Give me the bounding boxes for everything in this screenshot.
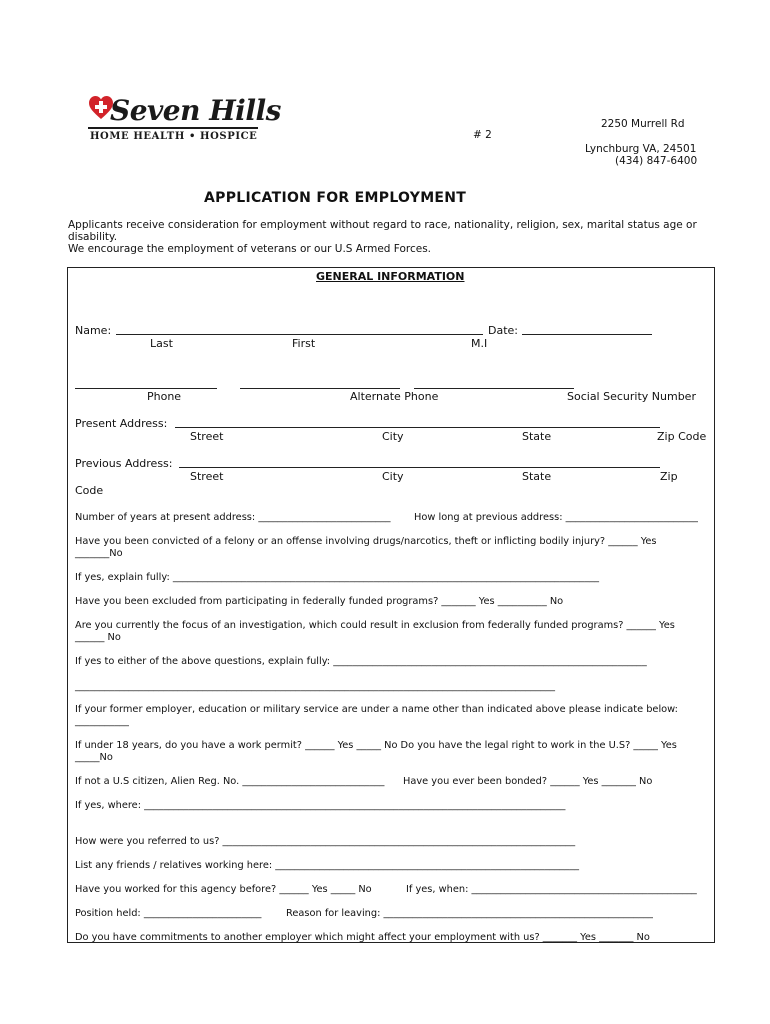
reason-leaving-field[interactable]: Reason for leaving: _______________________________________________________ xyxy=(286,908,653,919)
work-permit-question[interactable]: If under 18 years, do you have a work permit? ______ Yes _____ No Do you have the legal right to work in the U.S? _____ Yes xyxy=(75,740,677,751)
bonded-where-field[interactable]: If yes, where: ______________________________________________________________________________________ xyxy=(75,800,566,811)
previous-address-field[interactable] xyxy=(179,456,660,468)
previous-zip-label: Zip xyxy=(660,470,678,483)
section-heading: GENERAL INFORMATION xyxy=(316,270,465,283)
explain-either-field[interactable]: If yes to either of the above questions, explain fully: ________________________________________________________________ xyxy=(75,656,647,667)
logo-wordmark: Seven Hills xyxy=(110,94,281,127)
previous-state-label: State xyxy=(522,470,552,483)
intro-line-2: disability. xyxy=(68,231,118,243)
middle-initial-label: M.I xyxy=(471,337,488,350)
former-name-field[interactable]: ___________ xyxy=(75,716,129,727)
commitments-question[interactable]: Do you have commitments to another employer which might affect your employment with us? _______ Yes _______ No xyxy=(75,932,650,943)
investigation-question[interactable]: Are you currently the focus of an investigation, which could result in exclusion from federally funded programs? ______ Yes xyxy=(75,620,675,631)
present-address-field[interactable] xyxy=(175,416,660,428)
bonded-question[interactable]: Have you ever been bonded? ______ Yes _______ No xyxy=(403,776,653,787)
date-field[interactable] xyxy=(522,323,652,335)
present-address-label: Present Address: xyxy=(75,417,168,430)
phone-field[interactable] xyxy=(75,377,217,389)
legal-right-no[interactable]: _____No xyxy=(75,752,113,763)
how-long-question[interactable]: How long at previous address: ___________________________ xyxy=(414,512,698,523)
present-state-label: State xyxy=(522,430,552,443)
alien-reg-field[interactable]: If not a U.S citizen, Alien Reg. No. _____________________________ xyxy=(75,776,385,787)
felony-question[interactable]: Have you been convicted of a felony or an offense involving drugs/narcotics, theft or inflicting bodily injury? ______ Yes xyxy=(75,536,657,547)
phone-label: Phone xyxy=(147,390,182,403)
address-city: Lynchburg VA, 24501 xyxy=(585,143,697,155)
logo-rule xyxy=(88,127,258,129)
intro-line-3: We encourage the employment of veterans or our U.S Armed Forces. xyxy=(68,243,432,255)
ssn-field[interactable] xyxy=(414,377,574,389)
address-street: 2250 Murrell Rd xyxy=(601,118,685,130)
page-title: APPLICATION FOR EMPLOYMENT xyxy=(204,190,467,206)
logo-subtitle: HOME HEALTH • HOSPICE xyxy=(90,131,258,142)
explain-field[interactable]: If yes, explain fully: _______________________________________________________________________________________ xyxy=(75,572,600,583)
date-label: Date: xyxy=(488,324,518,337)
name-field[interactable] xyxy=(116,323,483,335)
company-logo xyxy=(88,94,281,146)
present-city-label: City xyxy=(382,430,404,443)
ssn-label: Social Security Number xyxy=(567,390,696,403)
alternate-phone-field[interactable] xyxy=(240,377,400,389)
position-held-field[interactable]: Position held: ________________________ xyxy=(75,908,262,919)
previous-code-label: Code xyxy=(75,484,104,497)
referred-field[interactable]: How were you referred to us? ________________________________________________________________________ xyxy=(75,836,576,847)
previous-address-label: Previous Address: xyxy=(75,457,173,470)
excluded-question[interactable]: Have you been excluded from participating in federally funded programs? _______ Yes __________ No xyxy=(75,596,564,607)
last-name-label: Last xyxy=(150,337,173,350)
investigation-question-no[interactable]: ______ No xyxy=(75,632,121,643)
worked-before-question[interactable]: Have you worked for this agency before? ______ Yes _____ No xyxy=(75,884,372,895)
name-label: Name: xyxy=(75,324,112,337)
worked-when-field[interactable]: If yes, when: ______________________________________________ xyxy=(406,884,697,895)
friends-field[interactable]: List any friends / relatives working here: ______________________________________________________________ xyxy=(75,860,579,871)
former-name-question: If your former employer, education or military service are under a name other than indicated above please indicate below: xyxy=(75,704,678,715)
previous-city-label: City xyxy=(382,470,404,483)
years-present-question[interactable]: Number of years at present address: ___________________________ xyxy=(75,512,391,523)
felony-question-no[interactable]: _______No xyxy=(75,548,123,559)
phone-number: (434) 847-6400 xyxy=(615,155,698,167)
present-zip-label: Zip Code xyxy=(657,430,707,443)
present-street-label: Street xyxy=(190,430,224,443)
form-number: # 2 xyxy=(473,129,492,141)
previous-street-label: Street xyxy=(190,470,224,483)
first-name-label: First xyxy=(292,337,316,350)
intro-line-1: Applicants receive consideration for employment without regard to race, nationality, religion, sex, marital status age or xyxy=(68,219,697,231)
alternate-phone-label: Alternate Phone xyxy=(350,390,439,403)
explain-continuation-field[interactable]: __________________________________________________________________________________________________ xyxy=(75,681,556,692)
